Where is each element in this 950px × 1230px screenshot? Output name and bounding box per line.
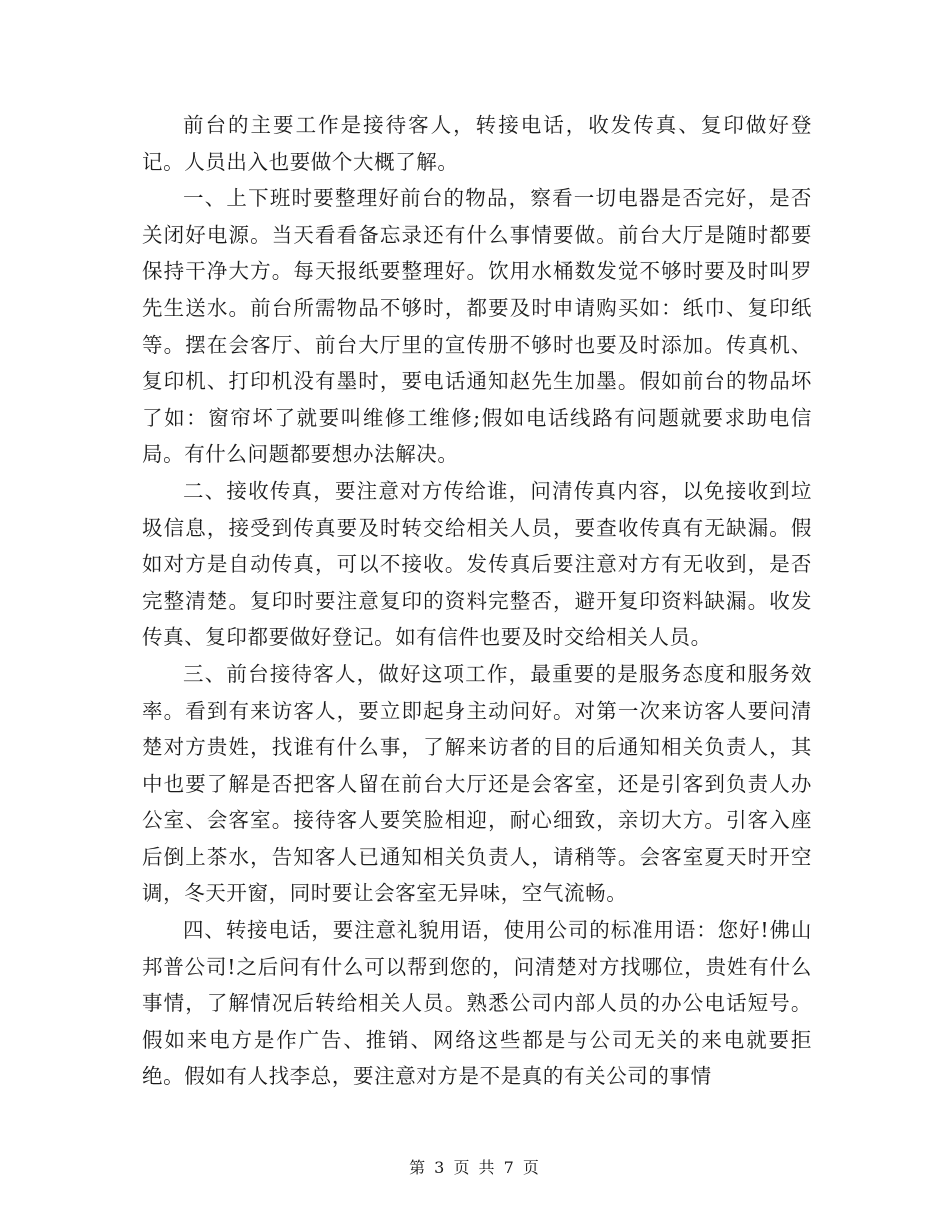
- document-body: [142, 107, 812, 1095]
- intro-paragraph: 前台的主要工作是接待客人，转接电话，收发传真、复印做好登记。人员出入也要做个大概了解。: [142, 113, 812, 174]
- section-one-paragraph: 一、上下班时要整理好前台的物品，察看一切电器是否完好，是否关闭好电源。当天看看备忘录还有什么事情要做。前台大厅是随时都要保持干净大方。每天报纸要整理好。饮用水桶数发觉不够时要及时叫罗先生送水。前台所需物品不够时，都要及时申请购买如：纸巾、复印纸等。摆在会客厅、前台大厅里的宣传册不够时也要及时添加。传真机、复印机、打印机没有墨时，要电话通知赵先生加墨。假如前台的物品坏了如：窗帘坏了就要叫维修工维修;假如电话线路有问题就要求助电信局。有什么问题都要想办法解决。: [142, 186, 812, 467]
- section-two-paragraph: 二、接收传真，要注意对方传给谁，问清传真内容，以免接收到垃圾信息，接受到传真要及时转交给相关人员，要查收传真有无缺漏。假如对方是自动传真，可以不接收。发传真后要注意对方有无收到，是否完整清楚。复印时要注意复印的资料完整否，避开复印资料缺漏。收发传真、复印都要做好登记。如有信件也要及时交给相关人员。: [142, 478, 812, 650]
- page-number-footer: 第 3 页 共 7 页: [409, 1158, 541, 1177]
- section-three-paragraph: 三、前台接待客人，做好这项工作，最重要的是服务态度和服务效率。看到有来访客人，要立即起身主动问好。对第一次来访客人要问清楚对方贵姓，找谁有什么事，了解来访者的目的后通知相关负责人，其中也要了解是否把客人留在前台大厅还是会客室，还是引客到负责人办公室、会客室。接待客人要笑脸相迎，耐心细致，亲切大方。引客入座后倒上茶水，告知客人已通知相关负责人，请稍等。会客室夏天时开空调，冬天开窗，同时要让会客室无异味，空气流畅。: [142, 661, 812, 906]
- section-four-paragraph: 四、转接电话，要注意礼貌用语，使用公司的标准用语：您好!佛山邦普公司!之后问有什么可以帮到您的，问清楚对方找哪位，贵姓有什么事情，了解情况后转给相关人员。熟悉公司内部人员的办公电话短号。假如来电方是作广告、推销、网络这些都是与公司无关的来电就要拒绝。假如有人找李总，要注意对方是不是真的有关公司的事情: [142, 918, 812, 1089]
